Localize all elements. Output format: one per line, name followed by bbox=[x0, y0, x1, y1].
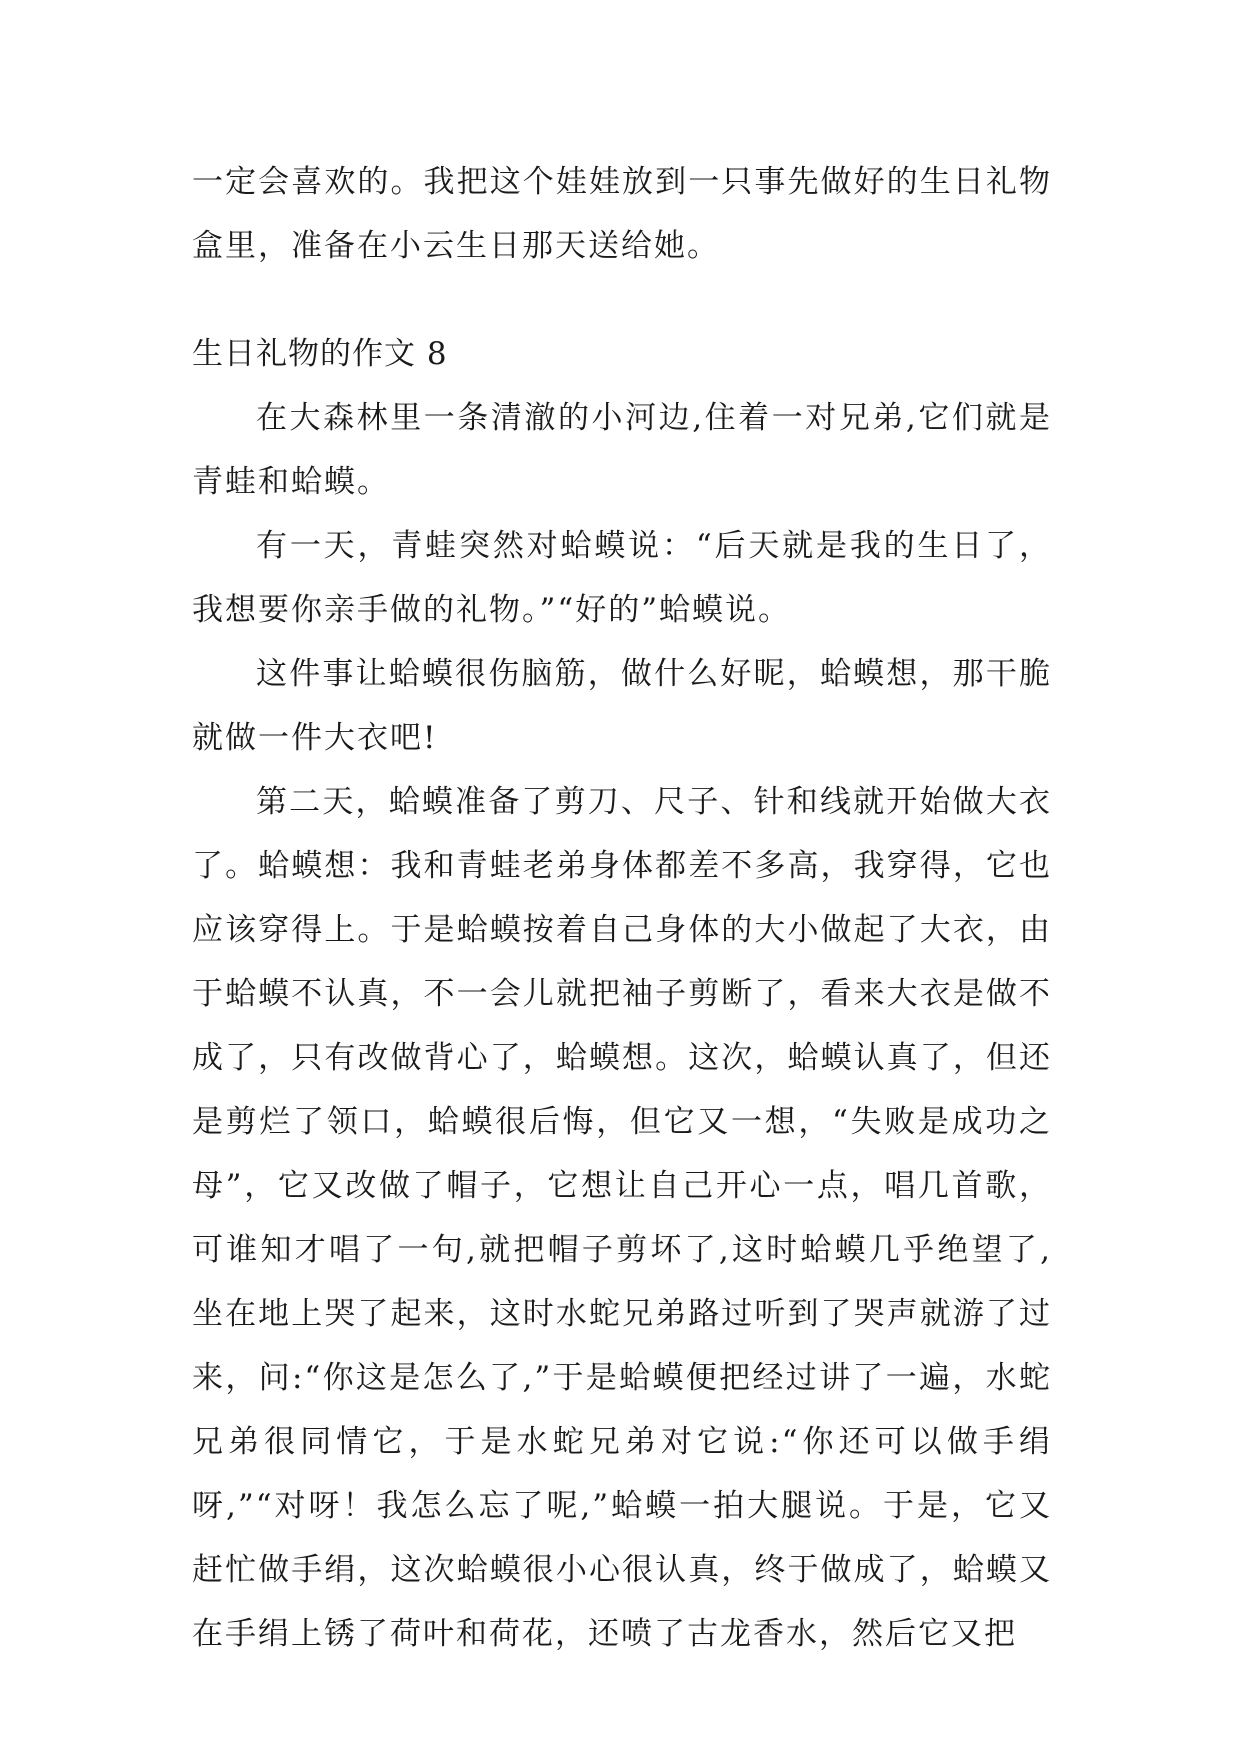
continuation-paragraph: 一定会喜欢的。我把这个娃娃放到一只事先做好的生日礼物盒里，准备在小云生日那天送给她。 bbox=[192, 164, 1052, 264]
paragraph-1: 在大森林里一条清澈的小河边,住着一对兄弟,它们就是青蛙和蛤蟆。 bbox=[192, 400, 1052, 500]
paragraph-3: 这件事让蛤蟆很伤脑筋，做什么好昵，蛤蟆想，那干脆就做一件大衣吧! bbox=[192, 656, 1052, 756]
section-title: 生日礼物的作文 8 bbox=[192, 336, 448, 372]
paragraph-4: 第二天，蛤蟆准备了剪刀、尺子、针和线就开始做大衣了。蛤蟆想：我和青蛙老弟身体都差不多高，我穿得，它也应该穿得上。于是蛤蟆按着自己身体的大小做起了大衣，由于蛤蟆不认真，不一会儿就把袖子剪断了，看来大衣是做不成了，只有改做背心了，蛤蟆想。这次，蛤蟆认真了，但还是剪烂了领口，蛤蟆很后悔，但它又一想，“失败是成功之母”，它又改做了帽子，它想让自己开心一点，唱几首歌，可谁知才唱了一句,就把帽子剪坏了,这时蛤蟆几乎绝望了,坐在地上哭了起来，这时水蛇兄弟路过听到了哭声就游了过来，问:“你这是怎么了,”于是蛤蟆便把经过讲了一遍，水蛇兄弟很同情它，于是水蛇兄弟对它说:“你还可以做手绢呀,”“对呀！我怎么忘了呢,”蛤蟆一拍大腿说。于是，它又赶忙做手绢，这次蛤蟆很小心很认真，终于做成了，蛤蟆又在手绢上锈了荷叶和荷花，还喷了古龙香水，然后它又把 bbox=[192, 784, 1052, 1652]
document-page bbox=[192, 150, 1052, 1666]
paragraph-2: 有一天，青蛙突然对蛤蟆说：“后天就是我的生日了，我想要你亲手做的礼物。”“好的”蛤蟆说。 bbox=[192, 528, 1052, 628]
